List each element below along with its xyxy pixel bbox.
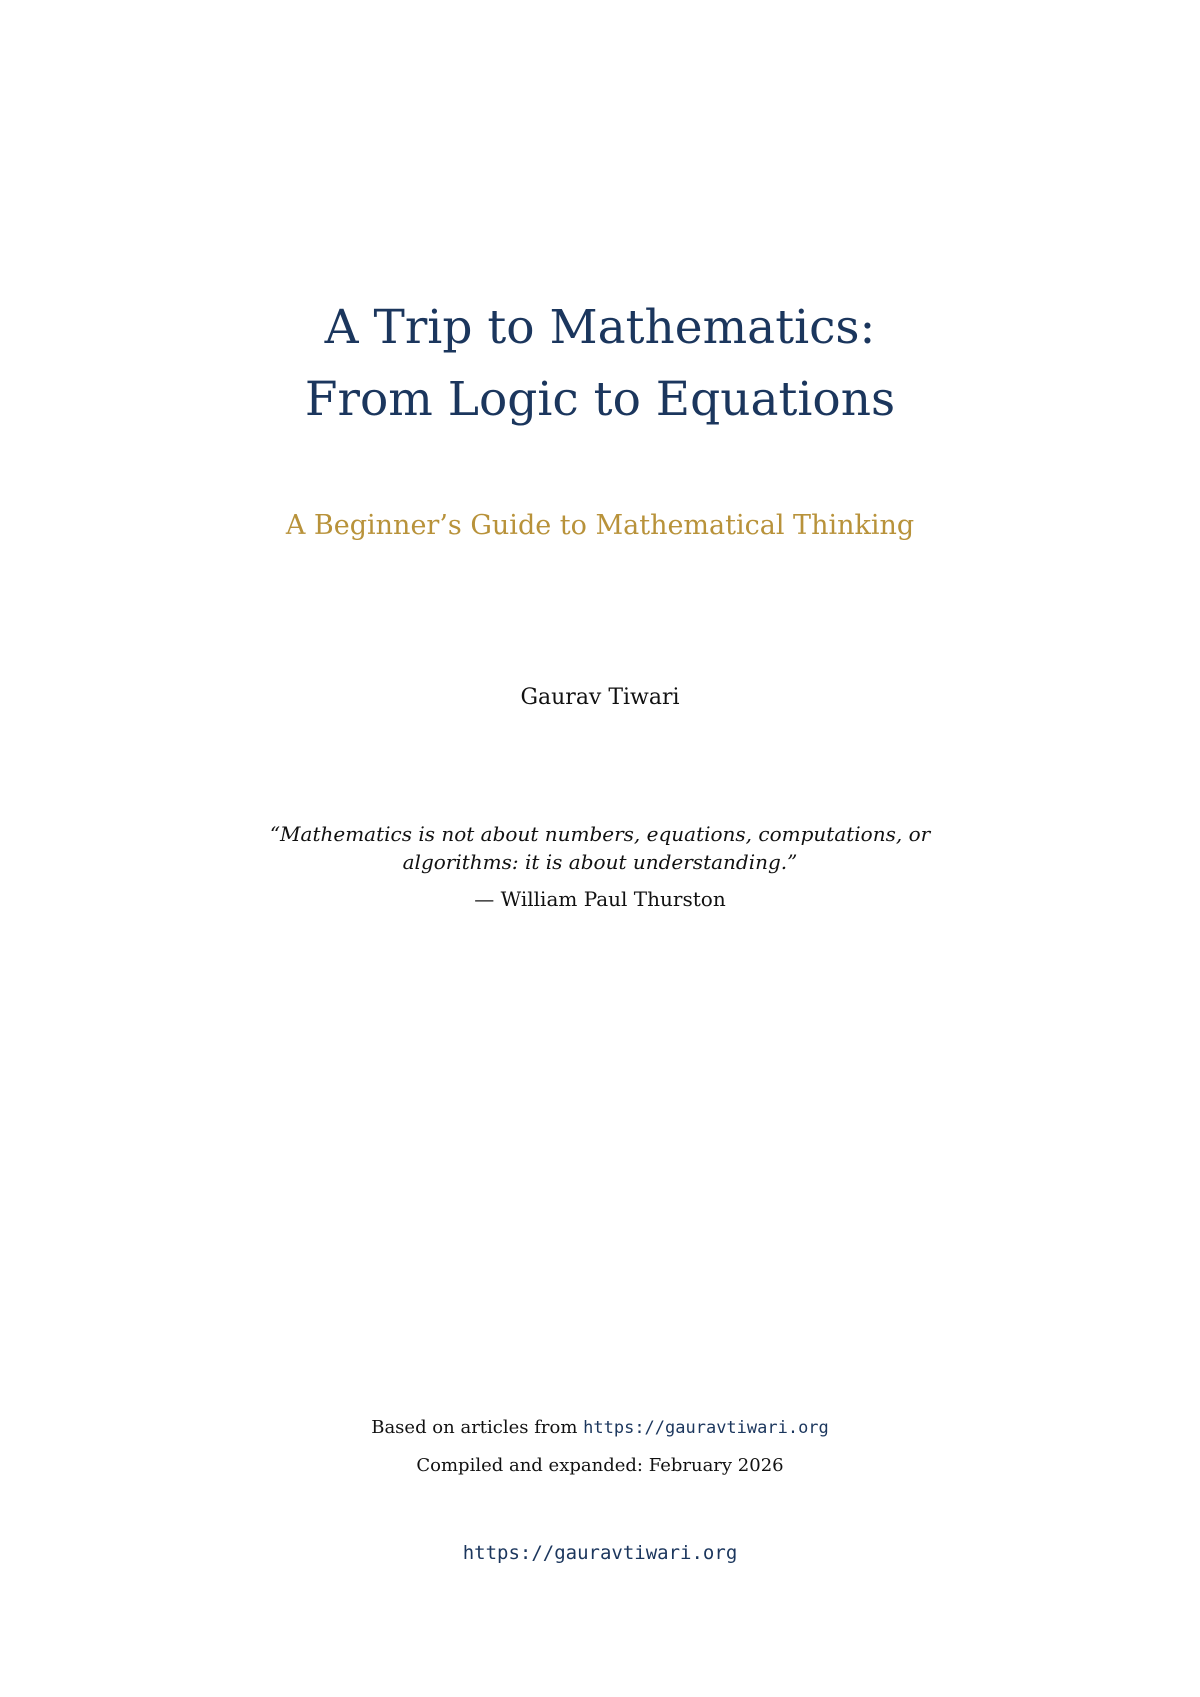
source-link[interactable]: https://gauravtiwari.org (583, 1418, 829, 1438)
book-title (0, 292, 1200, 436)
author-name: Gaurav Tiwari (520, 685, 680, 710)
source-prefix: Based on articles from (371, 1417, 584, 1438)
book-subtitle: A Beginner’s Guide to Mathematical Thinking (285, 510, 915, 541)
footer-link-row (0, 1540, 1200, 1566)
footer-link[interactable]: https://gauravtiwari.org (462, 1542, 738, 1564)
quote-attribution: — William Paul Thurston (474, 887, 726, 911)
compiled-date: Compiled and expanded: February 2026 (416, 1455, 784, 1476)
title-line-1: A Trip to Mathematics: (324, 300, 876, 355)
source-note (0, 1415, 1200, 1441)
epigraph-quote (0, 820, 1200, 876)
quote-line-2: algorithms: it is about understanding.” (402, 850, 798, 874)
quote-line-1: “Mathematics is not about numbers, equations, computations, or (269, 822, 931, 846)
title-line-2: From Logic to Equations (304, 372, 896, 427)
